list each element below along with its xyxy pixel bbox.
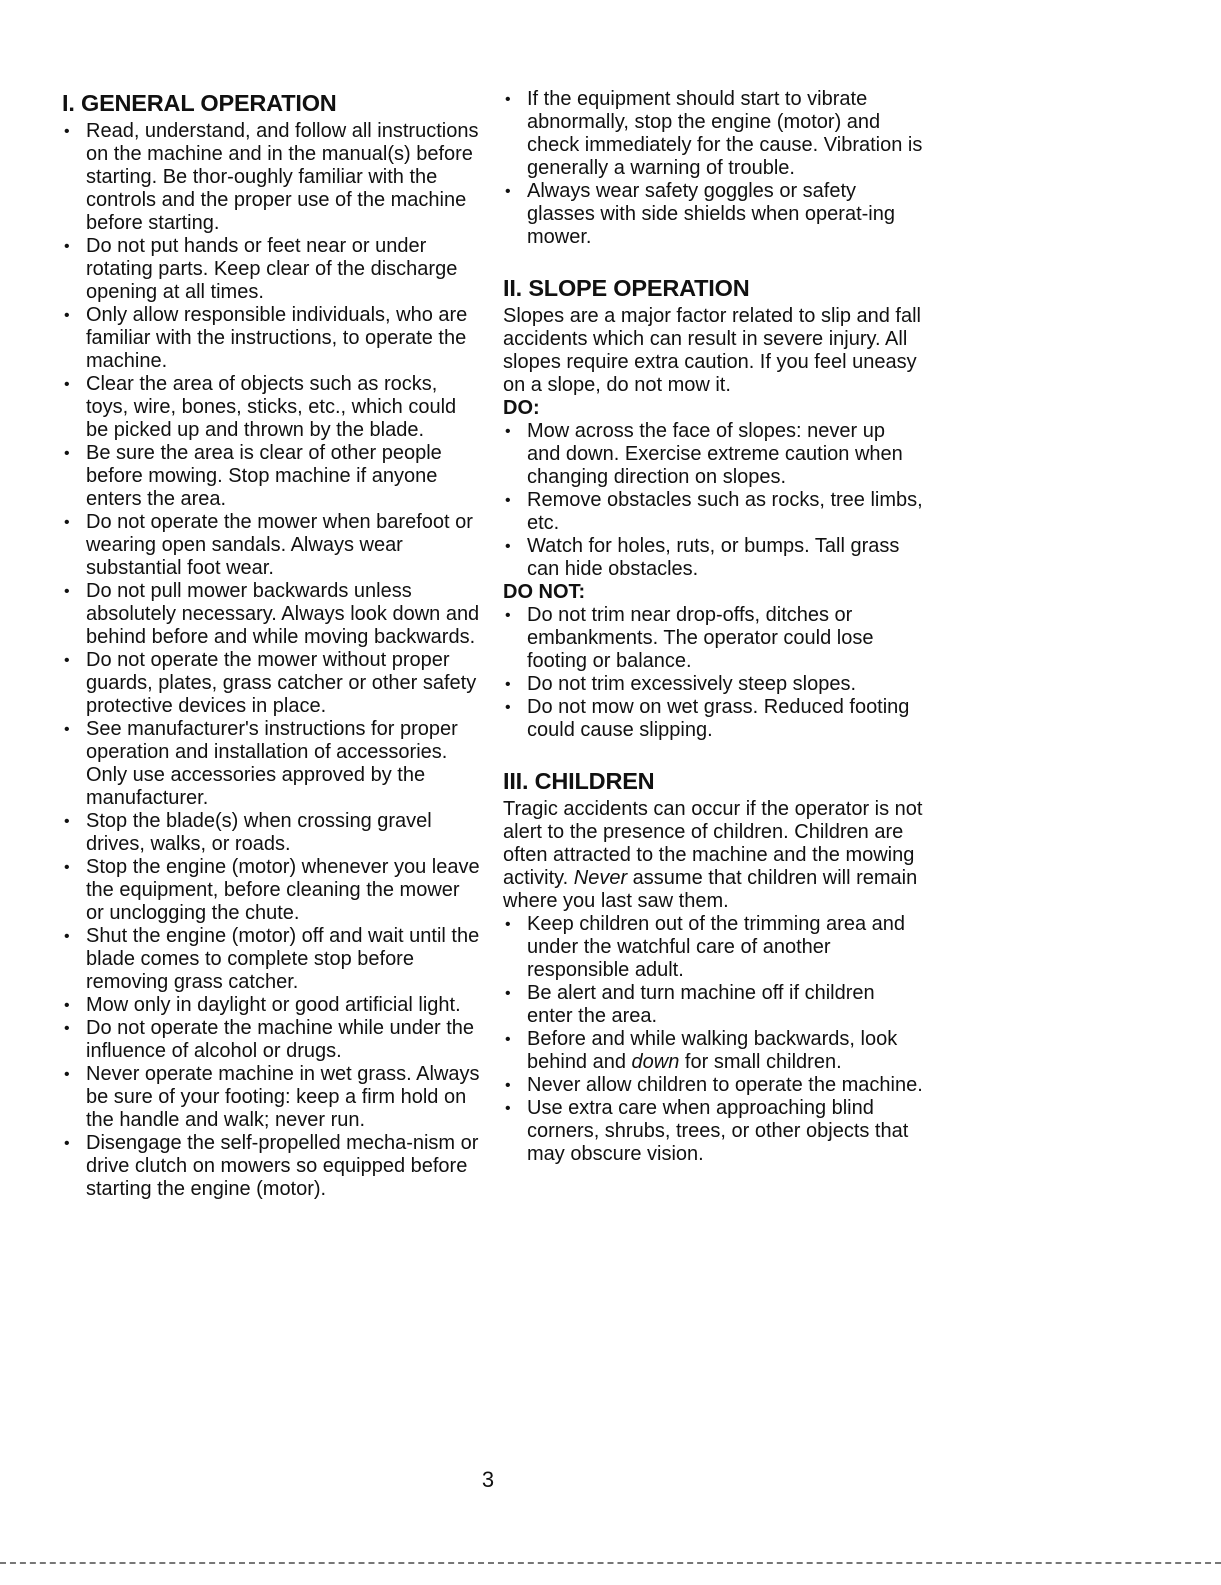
list-item: • Only allow responsible individuals, who are familiar with the instructions, to operate the machine. [62,304,482,373]
do-list [503,420,923,581]
list-item: • Do not operate the mower when barefoot or wearing open sandals. Always wear substantial foot wear. [62,511,482,580]
list-item-emphasis: down [631,1051,680,1073]
do-not-list [503,604,923,742]
children-heading: III. CHILDREN [503,768,655,794]
list-item: • Read, understand, and follow all instructions on the machine and in the manual(s) before starting. Be thor-oughly familiar with the controls and the proper use of the machine before starting. [62,120,482,235]
list-item: • Remove obstacles such as rocks, tree limbs, etc. [503,489,923,535]
children-section [503,766,923,1166]
list-item: • Always wear safety goggles or safety glasses with side shields when operat-ing mower. [503,180,923,249]
list-item: • Do not operate the machine while under the influence of alcohol or drugs. [62,1017,482,1063]
list-item [503,1028,923,1074]
slope-operation-heading: II. SLOPE OPERATION [503,275,750,301]
general-operation-continued-list [503,88,923,249]
list-item: • Never allow children to operate the machine. [503,1074,923,1097]
list-item: • If the equipment should start to vibrate abnormally, stop the engine (motor) and check immediately for the cause. Vibration is generally a warning of trouble. [503,88,923,180]
list-item: • Do not put hands or feet near or under rotating parts. Keep clear of the discharge opening at all times. [62,235,482,304]
list-item: • Stop the engine (motor) whenever you leave the equipment, before cleaning the mower or unclogging the chute. [62,856,482,925]
general-operation-list [62,120,482,1201]
left-column [62,88,482,1225]
list-item: • Shut the engine (motor) off and wait until the blade comes to complete stop before removing grass catcher. [62,925,482,994]
do-label: DO: [503,397,540,419]
list-item: • Do not operate the mower without proper guards, plates, grass catcher or other safety protective devices in place. [62,649,482,718]
children-intro-text-a: Tragic accidents can occur if the operator is not alert to the presence of children. Children are often attracted to the machine and the mowing activity. [503,798,923,889]
children-intro-emphasis: Never [573,867,628,889]
general-operation-section [62,88,482,1201]
list-item-text-b: for small children. [679,1051,842,1073]
bottom-divider [0,1562,1221,1564]
list-item: • Never operate machine in wet grass. Always be sure of your footing: keep a firm hold on the handle and walk; never run. [62,1063,482,1132]
page-number: 3 [481,1467,495,1492]
list-item: • Mow across the face of slopes: never up and down. Exercise extreme caution when changing direction on slopes. [503,420,923,489]
list-item: • Keep children out of the trimming area and under the watchful care of another responsible adult. [503,913,923,982]
list-item: • Do not pull mower backwards unless absolutely necessary. Always look down and behind before and while moving backwards. [62,580,482,649]
list-item: • See manufacturer's instructions for proper operation and installation of accessories. Only use accessories approved by the manufacturer. [62,718,482,810]
list-item: • Do not trim near drop-offs, ditches or embankments. The operator could lose footing or balance. [503,604,923,673]
general-operation-continued [503,88,923,249]
list-item: • Stop the blade(s) when crossing gravel drives, walks, or roads. [62,810,482,856]
list-item: • Do not trim excessively steep slopes. [503,673,923,696]
list-item: • Disengage the self-propelled mecha-nism or drive clutch on mowers so equipped before starting the engine (motor). [62,1132,482,1201]
list-item: • Be sure the area is clear of other people before mowing. Stop machine if anyone enters the area. [62,442,482,511]
children-intro [503,798,923,913]
slope-intro: Slopes are a major factor related to slip and fall accidents which can result in severe injury. All slopes require extra caution. If you feel uneasy on a slope, do not mow it. [503,305,921,396]
list-item: • Mow only in daylight or good artificial light. [62,994,482,1017]
do-not-label: DO NOT: [503,581,586,603]
children-intro-text-b: assume that children will remain where you last saw them. [503,867,918,912]
right-column [503,88,923,1190]
slope-operation-section [503,273,923,742]
list-item-text-a: Before and while walking backwards, look behind and [527,1028,898,1073]
list-item: • Use extra care when approaching blind corners, shrubs, trees, or other objects that may obscure vision. [503,1097,923,1166]
list-item: • Clear the area of objects such as rocks, toys, wire, bones, sticks, etc., which could be picked up and thrown by the blade. [62,373,482,442]
general-operation-heading: I. GENERAL OPERATION [62,90,337,116]
list-item: • Watch for holes, ruts, or bumps. Tall grass can hide obstacles. [503,535,923,581]
list-item: • Be alert and turn machine off if children enter the area. [503,982,923,1028]
children-list [503,913,923,1166]
list-item: • Do not mow on wet grass. Reduced footing could cause slipping. [503,696,923,742]
